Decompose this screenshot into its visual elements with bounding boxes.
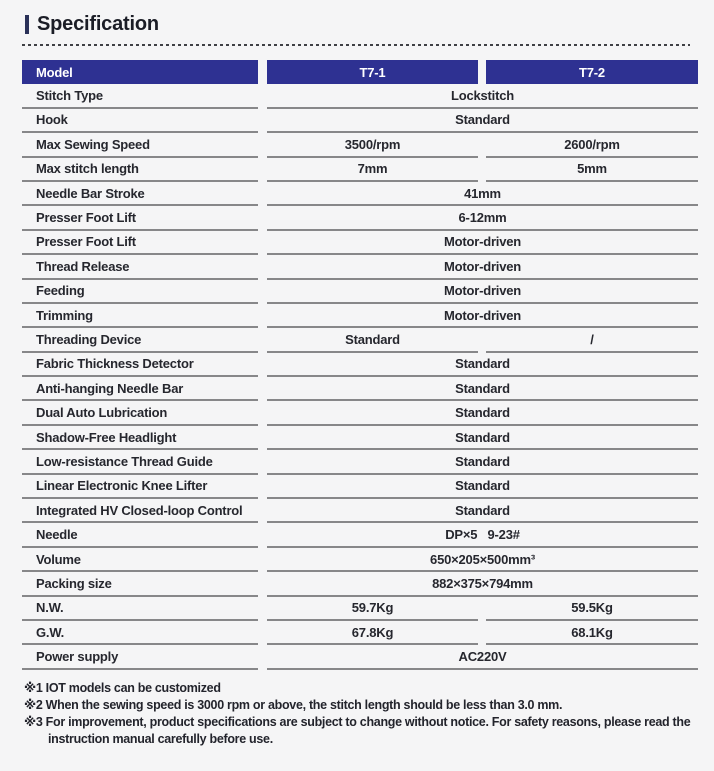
column-gap xyxy=(258,475,267,499)
header-t7-2: T7-2 xyxy=(486,60,698,84)
table-row xyxy=(22,353,698,377)
column-gap xyxy=(258,523,267,547)
section-title xyxy=(25,13,698,35)
spec-value: Standard xyxy=(267,475,698,499)
table-row xyxy=(22,304,698,328)
page xyxy=(0,13,714,771)
footnote-1: ※1 IOT models can be customized xyxy=(24,680,221,695)
spec-label: Hook xyxy=(22,109,258,133)
specification-table xyxy=(22,60,698,670)
title-accent-bar xyxy=(25,15,29,34)
spec-label: Threading Device xyxy=(22,328,258,352)
column-gap xyxy=(258,133,267,157)
header-model: Model xyxy=(22,60,258,84)
column-gap xyxy=(478,597,486,621)
spec-value: 882×375×794mm xyxy=(267,572,698,596)
spec-label: Power supply xyxy=(22,645,258,669)
spec-value-t7-1: 59.7Kg xyxy=(267,597,478,621)
table-row xyxy=(22,133,698,157)
spec-label: Shadow-Free Headlight xyxy=(22,426,258,450)
column-gap xyxy=(258,206,267,230)
spec-value: Motor-driven xyxy=(267,231,698,255)
column-gap xyxy=(478,133,486,157)
table-row xyxy=(22,475,698,499)
spec-value: AC220V xyxy=(267,645,698,669)
table-row xyxy=(22,280,698,304)
table-row xyxy=(22,523,698,547)
spec-label: Needle xyxy=(22,523,258,547)
column-gap xyxy=(258,377,267,401)
column-gap xyxy=(258,401,267,425)
table-row xyxy=(22,84,698,108)
spec-value: 650×205×500mm³ xyxy=(267,548,698,572)
spec-value: Standard xyxy=(267,499,698,523)
column-gap xyxy=(478,621,486,645)
spec-value-t7-1: 67.8Kg xyxy=(267,621,478,645)
column-gap xyxy=(258,426,267,450)
column-gap xyxy=(258,84,267,108)
table-row xyxy=(22,109,698,133)
column-gap xyxy=(258,645,267,669)
spec-label: Volume xyxy=(22,548,258,572)
spec-value: Standard xyxy=(267,353,698,377)
spec-value-t7-2: / xyxy=(486,328,698,352)
column-gap xyxy=(258,158,267,182)
spec-sheet xyxy=(22,13,698,748)
spec-value: 6-12mm xyxy=(267,206,698,230)
table-row xyxy=(22,645,698,669)
spec-label: Stitch Type xyxy=(22,84,258,108)
spec-label: Linear Electronic Knee Lifter xyxy=(22,475,258,499)
column-gap xyxy=(478,328,486,352)
table-row xyxy=(22,377,698,401)
table-row xyxy=(22,450,698,474)
spec-label: Fabric Thickness Detector xyxy=(22,353,258,377)
header-t7-1: T7-1 xyxy=(267,60,478,84)
column-gap xyxy=(258,328,267,352)
column-gap xyxy=(258,548,267,572)
spec-label: Trimming xyxy=(22,304,258,328)
spec-label: G.W. xyxy=(22,621,258,645)
table-row xyxy=(22,255,698,279)
footnote-3: ※3 For improvement, product specifications are subject to change without notice. For safety reasons, please read the instruction manual carefully before use. xyxy=(24,714,691,746)
spec-value: Standard xyxy=(267,109,698,133)
spec-value-t7-1: Standard xyxy=(267,328,478,352)
column-gap xyxy=(258,597,267,621)
spec-label: Max Sewing Speed xyxy=(22,133,258,157)
spec-value-t7-1: 3500/rpm xyxy=(267,133,478,157)
table-header-row xyxy=(22,60,698,84)
column-gap xyxy=(478,158,486,182)
spec-value: Motor-driven xyxy=(267,255,698,279)
spec-label: N.W. xyxy=(22,597,258,621)
column-gap xyxy=(258,621,267,645)
spec-label: Low-resistance Thread Guide xyxy=(22,450,258,474)
spec-value: Standard xyxy=(267,426,698,450)
spec-value-t7-1: 7mm xyxy=(267,158,478,182)
column-gap xyxy=(258,353,267,377)
spec-value-t7-2: 2600/rpm xyxy=(486,133,698,157)
spec-label: Feeding xyxy=(22,280,258,304)
table-row xyxy=(22,499,698,523)
column-gap xyxy=(258,499,267,523)
spec-label: Max stitch length xyxy=(22,158,258,182)
column-gap xyxy=(258,280,267,304)
spec-label: Needle Bar Stroke xyxy=(22,182,258,206)
spec-label: Dual Auto Lubrication xyxy=(22,401,258,425)
column-gap xyxy=(258,231,267,255)
column-gap xyxy=(258,572,267,596)
column-gap xyxy=(478,60,486,84)
spec-label: Presser Foot Lift xyxy=(22,231,258,255)
column-gap xyxy=(258,109,267,133)
spec-value: Motor-driven xyxy=(267,304,698,328)
spec-value-t7-2: 68.1Kg xyxy=(486,621,698,645)
spec-value: 41mm xyxy=(267,182,698,206)
table-row xyxy=(22,597,698,621)
table-row xyxy=(22,548,698,572)
column-gap xyxy=(258,182,267,206)
spec-label: Packing size xyxy=(22,572,258,596)
table-row xyxy=(22,426,698,450)
footnotes xyxy=(24,680,698,748)
column-gap xyxy=(258,60,267,84)
spec-value: Standard xyxy=(267,401,698,425)
spec-value-t7-2: 5mm xyxy=(486,158,698,182)
spec-value: Motor-driven xyxy=(267,280,698,304)
table-row xyxy=(22,158,698,182)
spec-label: Integrated HV Closed-loop Control xyxy=(22,499,258,523)
footnote-2: ※2 When the sewing speed is 3000 rpm or above, the stitch length should be less than 3.0 mm. xyxy=(24,697,563,712)
column-gap xyxy=(258,304,267,328)
spec-label: Thread Release xyxy=(22,255,258,279)
table-row xyxy=(22,206,698,230)
spec-value: Standard xyxy=(267,377,698,401)
table-row xyxy=(22,328,698,352)
table-row xyxy=(22,572,698,596)
spec-value: DP×5 9-23# xyxy=(267,523,698,547)
spec-value: Lockstitch xyxy=(267,84,698,108)
spec-label: Presser Foot Lift xyxy=(22,206,258,230)
page-title: Specification xyxy=(37,12,159,35)
column-gap xyxy=(258,450,267,474)
table-row xyxy=(22,182,698,206)
dashed-divider xyxy=(22,44,690,46)
spec-label: Anti-hanging Needle Bar xyxy=(22,377,258,401)
table-row xyxy=(22,231,698,255)
table-row xyxy=(22,621,698,645)
column-gap xyxy=(258,255,267,279)
spec-value: Standard xyxy=(267,450,698,474)
spec-value-t7-2: 59.5Kg xyxy=(486,597,698,621)
table-row xyxy=(22,401,698,425)
